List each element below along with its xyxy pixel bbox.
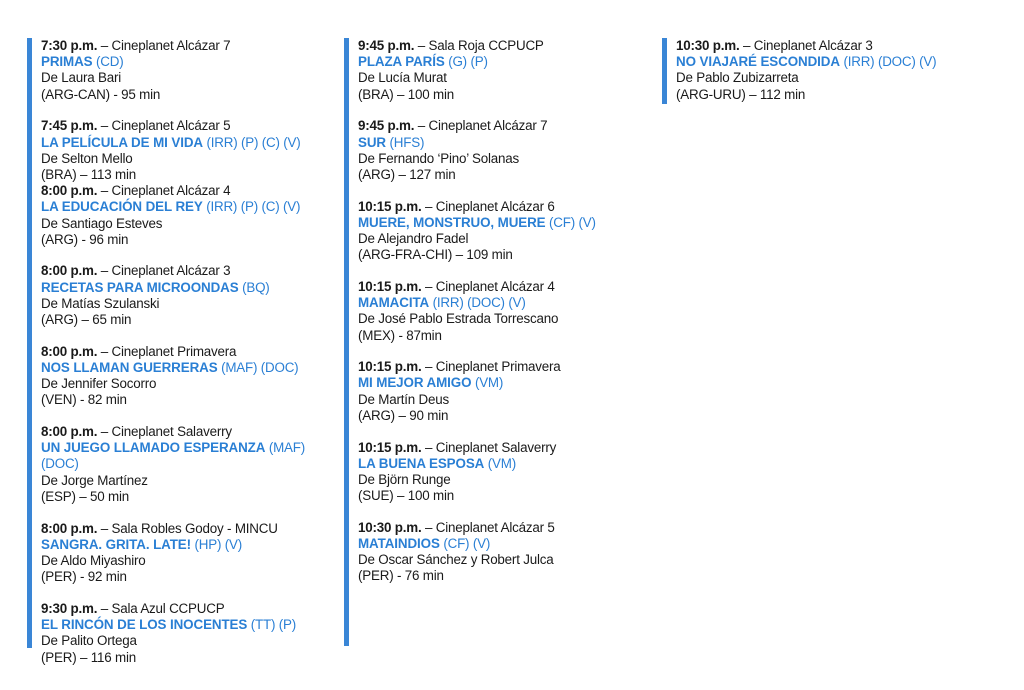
film-title: SUR [358,134,386,150]
film-title-line [358,456,658,472]
screening-line [358,440,658,456]
screening-time: 10:30 p.m. [676,38,740,53]
film-tags: (CF) (V) [545,214,596,230]
film-details: (ARG) - 96 min [41,231,129,247]
film-title-line [358,54,658,70]
film-title-line [41,617,341,633]
film-title-line [41,54,341,70]
film-title: MAMACITA [358,295,430,311]
film-director: De Jennifer Socorro [41,376,157,392]
film-details: (PER) – 116 min [41,649,136,665]
screening-time: 7:45 p.m. [41,118,98,134]
screening-line [41,601,341,617]
screening-time: 9:45 p.m. [358,38,415,53]
film-title: UN JUEGO LLAMADO ESPERANZA [41,440,266,456]
screening-time: 10:15 p.m. [358,278,422,294]
film-director: De Pablo Zubizarreta [676,70,799,86]
film-tags: (CF) (V) [439,536,491,552]
film-director: De Lucía Murat [358,70,447,86]
screening-line [41,424,341,440]
film-title-line [358,536,658,552]
film-director: De Santiago Esteves [41,215,163,231]
film-title-line [41,280,341,296]
screening-line [358,359,658,375]
film-tags: (IRR) (P) (C) (V) [202,199,301,215]
film-details: (ARG) – 90 min [358,407,449,423]
film-title: PLAZA PARÍS [358,54,445,70]
film-tags: (BQ) [238,279,270,295]
film-director: De Björn Runge [358,471,451,487]
screening-line [358,118,658,134]
screening-time: 8:00 p.m. [41,424,98,440]
film-title: RECETAS PARA MICROONDAS [41,279,239,295]
screening-time: 9:45 p.m. [358,118,415,134]
film-details: (ARG) – 127 min [358,166,456,182]
film-title-line [41,360,341,376]
film-director: De Alejandro Fadel [358,231,469,247]
film-details: (BRA) – 100 min [358,86,454,102]
screening-entry [358,199,658,264]
film-title: NO VIAJARÉ ESCONDIDA [676,54,840,70]
screening-time: 8:00 p.m. [41,183,98,199]
film-details: (MEX) - 87min [358,327,442,343]
screening-entry [358,279,658,344]
film-director: De Laura Bari [41,70,122,86]
screening-entry [41,344,341,409]
film-tags: (HFS) [385,134,425,150]
film-title: LA PELÍCULA DE MI VIDA [41,134,203,150]
screening-venue: – Cineplanet Salaverry [97,424,232,440]
film-details: (BRA) – 113 min [41,166,136,182]
film-title: PRIMAS [41,54,93,70]
screening-time: 9:30 p.m. [41,600,98,616]
film-title: MUERE, MONSTRUO, MUERE [358,214,546,230]
screening-entry [358,118,658,183]
film-details: (ARG-FRA-CHI) – 109 min [358,247,513,263]
screening-entry [358,520,658,585]
film-details: (ARG) – 65 min [41,312,132,328]
film-director: De Jorge Martínez [41,472,148,488]
screening-time: 8:00 p.m. [41,520,98,536]
screening-venue: – Cineplanet Alcázar 6 [421,198,555,214]
film-title-line [358,215,658,231]
film-tags: (IRR) (DOC) (V) [429,295,526,311]
film-tags: (IRR) (DOC) (V) [839,54,937,70]
film-title-line [676,54,996,70]
screening-line [358,279,658,295]
film-director: De Fernando ‘Pino’ Solanas [358,150,520,166]
film-tags: (VM) [471,375,504,391]
screening-venue: – Cineplanet Primavera [421,359,561,375]
film-title: MATAINDIOS [358,536,440,552]
film-title: SANGRA. GRITA. LATE! [41,536,191,552]
screening-line [41,521,341,537]
film-tags: (G) (P) [444,54,488,70]
screening-line [358,520,658,536]
screening-line [358,38,658,54]
film-details: (SUE) – 100 min [358,488,454,504]
film-director: De Oscar Sánchez y Robert Julca [358,552,554,568]
film-director: De José Pablo Estrada Torrescano [358,311,559,327]
film-details: (PER) - 92 min [41,569,127,585]
screening-venue: – Cineplanet Alcázar 4 [421,278,555,294]
screening-venue: – Cineplanet Alcázar 7 [414,118,548,134]
screening-line [41,263,341,279]
screening-line [41,183,341,199]
screening-entry [41,263,341,328]
screening-entry [41,424,341,505]
schedule-column-3 [662,38,996,104]
film-tags: (VM) [484,455,516,471]
film-director: De Aldo Miyashiro [41,552,146,568]
screening-entry [358,38,658,103]
screening-line [676,38,996,54]
film-tags: (MAF) (DOC) [217,359,299,375]
screening-line [41,344,341,360]
screening-entry [358,440,658,505]
screening-time: 8:00 p.m. [41,263,98,279]
screening-venue: – Cineplanet Salaverry [421,439,557,455]
film-title-line [358,375,658,391]
film-tags: (CD) [92,54,124,70]
film-director: De Martín Deus [358,391,449,407]
screening-venue: – Cineplanet Alcázar 5 [97,118,231,134]
film-details: (PER) - 76 min [358,568,444,584]
film-director: De Matías Szulanski [41,295,160,311]
screening-entry [41,183,341,248]
screening-venue: – Cineplanet Alcázar 7 [97,38,231,53]
film-title: MI MEJOR AMIGO [358,375,472,391]
screening-entry [41,118,341,183]
film-tags: (HP) (V) [191,536,243,552]
film-title-line [358,295,658,311]
screening-entry [41,601,341,666]
film-title-line [41,135,341,151]
film-details: (ARG-CAN) - 95 min [41,86,161,102]
film-director: De Palito Ortega [41,633,137,649]
screening-venue: – Sala Azul CCPUCP [97,600,225,616]
schedule-column-1 [27,38,341,665]
screening-venue: – Cineplanet Alcázar 5 [421,519,555,535]
screening-entry [41,38,341,103]
film-tags: (MAF) (DOC) [41,440,306,472]
screening-venue: – Cineplanet Primavera [97,343,237,359]
screening-line [41,38,341,54]
screening-time: 10:15 p.m. [358,439,422,455]
schedule-column-2 [344,38,658,646]
screening-time: 10:15 p.m. [358,359,422,375]
film-details: (VEN) - 82 min [41,392,127,408]
screening-venue: – Cineplanet Alcázar 4 [97,183,231,199]
film-title: LA EDUCACIÓN DEL REY [41,199,203,215]
film-title-line [41,537,341,553]
film-title-line [41,440,341,472]
film-director: De Selton Mello [41,150,133,166]
screening-line [41,118,341,134]
screening-entry [358,359,658,424]
film-details: (ESP) – 50 min [41,488,129,504]
screening-time: 10:15 p.m. [358,198,422,214]
screening-line [358,199,658,215]
screening-entry [41,521,341,586]
screening-venue: – Cineplanet Alcázar 3 [739,38,873,53]
screening-venue: – Sala Roja CCPUCP [414,38,544,53]
screening-venue: – Sala Robles Godoy - MINCU [97,520,278,536]
film-title-line [41,199,341,215]
screening-venue: – Cineplanet Alcázar 3 [97,263,231,279]
screening-time: 10:30 p.m. [358,519,422,535]
film-tags: (TT) (P) [247,617,296,633]
film-tags: (IRR) (P) (C) (V) [202,134,301,150]
film-title: NOS LLAMAN GUERRERAS [41,359,218,375]
screening-time: 7:30 p.m. [41,38,98,53]
screening-time: 8:00 p.m. [41,343,98,359]
film-title: LA BUENA ESPOSA [358,455,485,471]
screening-entry [676,38,996,103]
film-details: (ARG-URU) – 112 min [676,86,806,102]
film-title-line [358,135,658,151]
film-title: EL RINCÓN DE LOS INOCENTES [41,617,248,633]
